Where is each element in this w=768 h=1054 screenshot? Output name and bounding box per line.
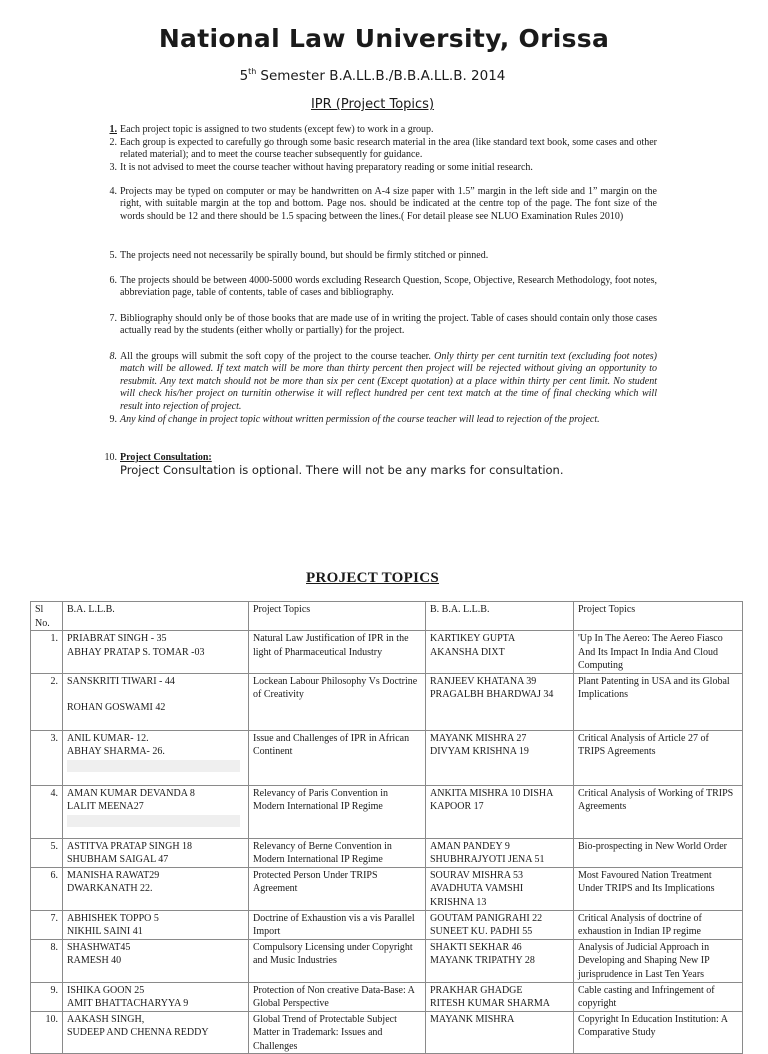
student-name: LALIT MEENA27 [67, 801, 144, 812]
table-row [31, 867, 743, 910]
student-name: MANISHA RAWAT29 [67, 869, 160, 881]
student-name: MAYANK TRIPATHY 28 [430, 955, 535, 966]
student-name: KARTIKEY GUPTA [430, 633, 516, 644]
ballb-topic: Protection of Non creative Data-Base: A Global Perspective [249, 982, 426, 1011]
rule-text: Bibliography should only be of those books that are made use of in writing the project. Table of cases should contain only those cases actually read by the students (either wholly or partially) for the project. [120, 313, 657, 337]
student-name: ISHIKA GOON 25 [67, 984, 145, 996]
rule-text: It is not advised to meet the course teacher without having preparatory reading or some initial research. [120, 162, 533, 173]
bballb-topic: Copyright In Education Institution: A Comparative Study [574, 1011, 743, 1054]
serial-number: 6. [31, 867, 63, 910]
serial-number: 2. [31, 673, 63, 730]
student-name: AAKASH SINGH, [67, 1013, 145, 1025]
bballb-students [426, 631, 574, 674]
student-name: RITESH KUMAR SHARMA [430, 998, 551, 1009]
ballb-topic: Doctrine of Exhaustion vis a vis Parallel Import [249, 910, 426, 939]
ballb-students [63, 939, 249, 982]
student-name: ANIL KUMAR- 12. [67, 732, 149, 744]
student-name: NIKHIL SAINI 41 [67, 926, 143, 937]
ballb-topic: Relevancy of Paris Convention in Modern International IP Regime [249, 785, 426, 838]
bballb-topic: Critical Analysis of Article 27 of TRIPS Agreements [574, 730, 743, 785]
rule-number: 4. [109, 186, 117, 197]
student-name: PRAKHAR GHADGE [430, 984, 523, 996]
student-name: AVADHUTA VAMSHI KRISHNA 13 [430, 883, 524, 908]
table-row [31, 631, 743, 674]
student-name: SUDEEP AND CHENNA REDDY [67, 1027, 209, 1038]
rule-number: 8. [109, 351, 117, 362]
project-topics-table [30, 601, 743, 1054]
rule-text: The projects should be between 4000-5000 words excluding Research Question, Scope, Objective, Research Methodology, foot notes, abbreviation page, table of contents, table of cases and bibliography. [120, 275, 657, 299]
student-name: SHUBHAM SAIGAL 47 [67, 854, 169, 865]
table-header-row [31, 602, 743, 631]
student-name: ABHISHEK TOPPO 5 [67, 912, 159, 924]
rule-item [109, 250, 657, 262]
table-row [31, 838, 743, 867]
bballb-students [426, 910, 574, 939]
column-header-topic: Project Topics [249, 602, 426, 631]
ballb-students [63, 1011, 249, 1054]
semester-text: Semester B.A.LL.B./B.B.A.LL.B. 2014 [260, 68, 506, 84]
bballb-topic: Analysis of Judicial Approach in Developing and Shaping New IP jurisprudence in Last Ten Years [574, 939, 743, 982]
ballb-topic: Global Trend of Protectable Subject Matter in Trademark: Issues and Challenges [249, 1011, 426, 1054]
ballb-students [63, 982, 249, 1011]
rule-number: 9. [109, 414, 117, 425]
ballb-topic: Relevancy of Berne Convention in Modern International IP Regime [249, 838, 426, 867]
ballb-students [63, 730, 249, 785]
rule-item [109, 124, 657, 136]
student-name: AMAN KUMAR DEVANDA 8 [67, 787, 195, 799]
ballb-students [63, 631, 249, 674]
column-header-topic: Project Topics [574, 602, 743, 631]
ballb-topic: Compulsory Licensing under Copyright and Music Industries [249, 939, 426, 982]
table-row [31, 982, 743, 1011]
student-name: SHASHWAT45 [67, 941, 131, 953]
bballb-students: ANKITA MISHRA 10 DISHA KAPOOR 17 [426, 785, 574, 838]
bballb-students [426, 838, 574, 867]
rule-item [109, 186, 657, 223]
rule-number: 6. [109, 275, 117, 286]
serial-number: 1. [31, 631, 63, 674]
ballb-topic: Natural Law Justification of IPR in the light of Pharmaceutical Industry [249, 631, 426, 674]
student-name: DIVYAM KRISHNA 19 [430, 746, 529, 757]
document-subtitle: IPR (Project Topics) [310, 97, 435, 112]
serial-number: 4. [31, 785, 63, 838]
student-name: AMAN PANDEY 9 [430, 840, 510, 852]
student-name: SOURAV MISHRA 53 [430, 869, 523, 881]
rule-text: Each group is expected to carefully go through some basic research material in the area (like standard text book, some cases and other related material); and to meet the course teacher subsequently for guidance. [120, 137, 657, 161]
bballb-students [426, 673, 574, 730]
shaded-blank [67, 760, 240, 772]
student-name: ABHAY PRATAP S. TOMAR -03 [67, 646, 205, 658]
rule-number: 1. [109, 124, 117, 135]
student-name: SHUBHRAJYOTI JENA 51 [430, 854, 545, 865]
bballb-topic: Plant Patenting in USA and its Global Implications [574, 673, 743, 730]
table-row [31, 730, 743, 785]
student-name: MAYANK MISHRA 27 [430, 732, 527, 744]
bballb-students [426, 867, 574, 910]
student-name: RAMESH 40 [67, 955, 122, 966]
rule-text: Each project topic is assigned to two students (except few) to work in a group. [120, 124, 434, 135]
serial-number: 5. [31, 838, 63, 867]
ballb-students [63, 867, 249, 910]
shaded-blank [67, 815, 240, 827]
student-name: ABHAY SHARMA- 26. [67, 746, 165, 757]
student-name: PRIABRAT SINGH - 35 [67, 633, 167, 644]
student-name: SUNEET KU. PADHI 55 [430, 926, 533, 937]
ballb-students [63, 838, 249, 867]
student-name: DWARKANATH 22. [67, 883, 153, 894]
ballb-topic: Issue and Challenges of IPR in African Continent [249, 730, 426, 785]
rule-text: All the groups will submit the soft copy of the project to the course teacher. [120, 351, 435, 362]
table-row [31, 673, 743, 730]
rule-number: 2. [109, 137, 117, 148]
student-name: ASTITVA PRATAP SINGH 18 [67, 840, 193, 852]
rule-number: 5. [109, 250, 117, 261]
rule-text: The projects need not necessarily be spirally bound, but should be firmly stitched or pinned. [120, 250, 489, 261]
ballb-students [63, 673, 249, 730]
serial-number: 9. [31, 982, 63, 1011]
bballb-students [426, 982, 574, 1011]
bballb-topic: Most Favoured Nation Treatment Under TRIPS and Its Implications [574, 867, 743, 910]
student-name: GOUTAM PANIGRAHI 22 [430, 912, 543, 924]
bballb-topic: 'Up In The Aereo: The Aereo Fiasco And Its Impact In India And Cloud Computing [574, 631, 743, 674]
table-row [31, 939, 743, 982]
column-header-sl: Sl No. [31, 602, 63, 631]
semester-suffix: th [248, 67, 257, 76]
rule-number: 7. [109, 313, 117, 324]
student-name: AMIT BHATTACHARYYA 9 [67, 998, 189, 1009]
table-row [31, 785, 743, 838]
serial-number: 7. [31, 910, 63, 939]
consultation-heading: Project Consultation: [120, 452, 212, 463]
rule-item [109, 137, 657, 162]
rule-item [109, 275, 657, 300]
student-name: RANJEEV KHATANA 39 [430, 675, 537, 687]
bballb-topic: Critical Analysis of Working of TRIPS Agreements [574, 785, 743, 838]
project-topics-heading: PROJECT TOPICS [306, 570, 439, 586]
rule-item [109, 162, 657, 174]
student-name: SANSKRITI TIWARI - 44 [67, 675, 175, 687]
rule-item [109, 351, 657, 413]
student-name: AKANSHA DIXT [430, 646, 505, 658]
student-name: PRAGALBH BHARDWAJ 34 [430, 689, 554, 700]
rule-item [109, 313, 657, 338]
semester-number: 5 [239, 68, 249, 84]
ballb-students [63, 785, 249, 838]
column-header-ballb: B.A. L.L.B. [63, 602, 249, 631]
bballb-topic: Bio-prospecting in New World Order [574, 838, 743, 867]
student-name: SHAKTI SEKHAR 46 [430, 941, 522, 953]
rule-number: 10. [104, 452, 117, 463]
rule-item [109, 414, 657, 426]
student-name: ROHAN GOSWAMI 42 [67, 702, 166, 713]
table-row [31, 1011, 743, 1054]
rule-text-italic: Any kind of change in project topic without written permission of the course teacher will lead to rejection of the project. [120, 414, 600, 425]
bballb-students: MAYANK MISHRA [426, 1011, 574, 1054]
document-title: National Law University, Orissa [158, 24, 610, 53]
rule-text-italic: Only thirty per cent turnitin text (excluding foot notes) match will be allowed. If text match will be more than thirty percent then project will be rejected without giving an opportunity to resubmit. Any text match should not be more than six per cent (Except quotation) at a place within thirty per cent limit. No student will check his/her project on turnitin otherwise it will reflect hundred per cent text match at the time of final checking which will result into rejection of project. [120, 351, 657, 412]
serial-number: 3. [31, 730, 63, 785]
ballb-topic: Protected Person Under TRIPS Agreement [249, 867, 426, 910]
rule-number: 3. [109, 162, 117, 173]
bballb-students [426, 939, 574, 982]
column-header-bballb: B. B.A. L.L.B. [426, 602, 574, 631]
rule-text: Projects may be typed on computer or may be handwritten on A-4 size paper with 1.5” margin in the left side and 1” margin on the right, with suitable margin at the top and bottom. Page nos. should be indicated at the centre top of the page. The font size of the words should be 12 and there should be 1.5 spacing between the lines.( For detail please see NLUO Examination Rules 2010) [120, 186, 657, 222]
ballb-students [63, 910, 249, 939]
ballb-topic: Lockean Labour Philosophy Vs Doctrine of Creativity [249, 673, 426, 730]
serial-number: 8. [31, 939, 63, 982]
serial-number: 10. [31, 1011, 63, 1054]
bballb-students [426, 730, 574, 785]
table-row [31, 910, 743, 939]
semester-line [0, 67, 745, 84]
bballb-topic: Critical Analysis of doctrine of exhaustion in Indian IP regime [574, 910, 743, 939]
consultation-text: Project Consultation is optional. There will not be any marks for consultation. [120, 463, 564, 477]
bballb-topic: Cable casting and Infringement of copyright [574, 982, 743, 1011]
